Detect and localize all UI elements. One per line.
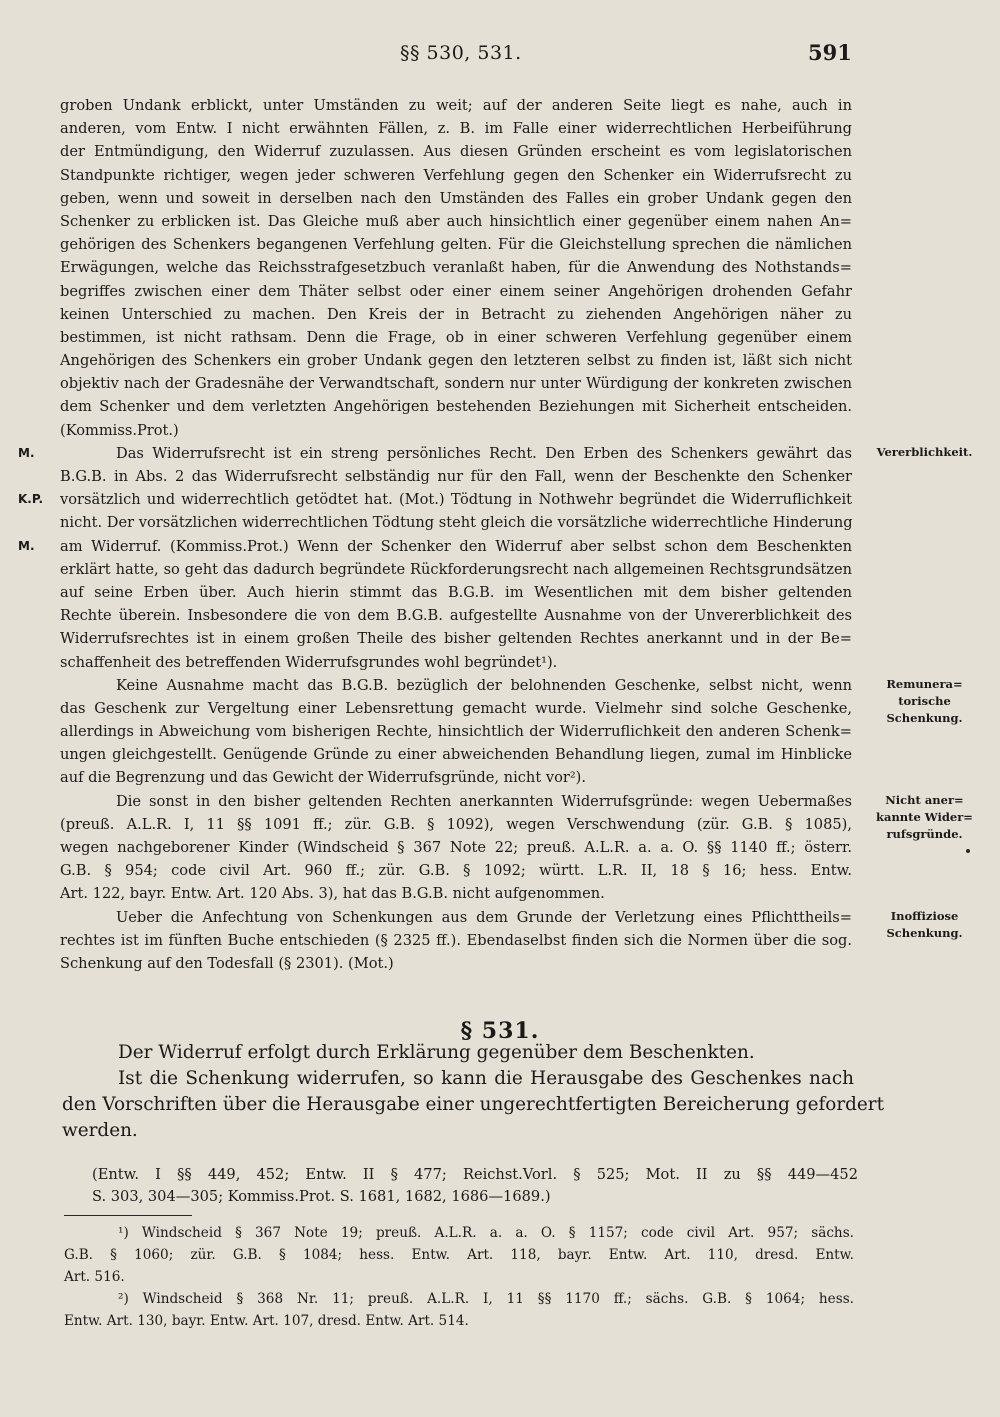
- text-line: Erwägungen, welche das Reichsstrafgesetzbuch veranlaßt haben, für die Anwendung des Nothstands=: [60, 259, 852, 277]
- statute-line: Ist die Schenkung widerrufen, so kann die Herausgabe des Geschenkes nach: [118, 1068, 854, 1089]
- text-line: rechtes ist im fünften Buche entschieden (§ 2325 ff.). Ebendaselbst finden sich die Normen über die sog.: [60, 931, 852, 949]
- footnote-line: ¹) Windscheid § 367 Note 19; preuß. A.L.R. a. a. O. § 1157; code civil Art. 957; sächs.: [118, 1225, 854, 1241]
- text-line: Schenkung auf den Todesfall (§ 2301). (Mot.): [60, 954, 394, 972]
- text-line: geben, wenn und soweit in derselben nach den Umständen des Falles ein grober Undank gegen den: [60, 189, 852, 207]
- statute-line: den Vorschriften über die Herausgabe einer ungerechtfertigten Bereicherung gefordert: [62, 1094, 884, 1115]
- margin-note-line: kannte Wider=: [876, 810, 973, 824]
- footnote-divider: [64, 1215, 192, 1216]
- text-line: Ueber die Anfechtung von Schenkungen aus dem Grunde der Verletzung eines Pflichttheils=: [116, 908, 852, 926]
- text-line: Art. 122, bayr. Entw. Art. 120 Abs. 3), hat das B.G.B. nicht aufgenommen.: [60, 885, 605, 903]
- text-line: bestimmen, ist nicht rathsam. Denn die Frage, ob in einer schweren Verfehlung gegenüber einem: [60, 328, 852, 346]
- margin-note-line: Schenkung.: [886, 926, 963, 940]
- section-heading: § 531.: [460, 1018, 540, 1044]
- text-line: (Kommiss.Prot.): [60, 421, 179, 439]
- footnote-line: G.B. § 1060; zür. G.B. § 1084; hess. Entw. Art. 118, bayr. Entw. Art. 110, dresd. Entw.: [64, 1247, 854, 1263]
- page-number: 591: [808, 40, 852, 65]
- margin-note: [862, 676, 987, 727]
- text-line: das Geschenk zur Vergeltung einer Lebensrettung gemacht wurde. Vielmehr sind solche Geschenke,: [60, 699, 852, 717]
- text-line: (preuß. A.L.R. I, 11 §§ 1091 ff.; zür. G.B. § 1092), wegen Verschwendung (zür. G.B. § 1085),: [60, 815, 852, 833]
- text-line: gehörigen des Schenkers begangenen Verfehlung gelten. Für die Gleichstellung sprechen die nämlichen: [60, 236, 852, 254]
- reference-line: S. 303, 304—305; Kommiss.Prot. S. 1681, 1682, 1686—1689.): [92, 1188, 551, 1205]
- text-line: Schenker zu erblicken ist. Das Gleiche muß aber auch hinsichtlich einer gegenüber einem nahen An=: [60, 212, 852, 230]
- text-line: keinen Unterschied zu machen. Den Kreis der in Betracht zu ziehenden Angehörigen näher zu: [60, 305, 852, 323]
- text-line: vorsätzlich und widerrechtlich getödtet hat. (Mot.) Tödtung in Nothwehr begründet die Widerruflichkeit: [60, 491, 852, 509]
- text-line: erklärt hatte, so geht das dadurch begründete Rückforderungsrecht nach allgemeinen Rechtsgrundsätzen: [60, 560, 852, 578]
- text-line: anderen, vom Entw. I nicht erwähnten Fällen, z. B. im Falle einer widerrechtlichen Herbeiführung: [60, 120, 852, 138]
- text-line: Rechte überein. Insbesondere die von dem B.G.B. aufgestellte Ausnahme von der Unvererblichkeit des: [60, 607, 852, 625]
- margin-note-line: Inoffiziose: [890, 909, 959, 923]
- running-header: §§ 530, 531.: [400, 42, 522, 64]
- text-line: am Widerruf. (Kommiss.Prot.) Wenn der Schenker den Widerruf aber selbst schon dem Beschenkten: [60, 537, 852, 555]
- text-line: wegen nachgeborener Kinder (Windscheid § 367 Note 22; preuß. A.L.R. a. a. O. §§ 1140 ff.; österr.: [60, 839, 852, 856]
- margin-note-line: Vererblichkeit.: [876, 445, 973, 459]
- text-line: Widerrufsrechtes ist in einem großen Theile des bisher geltenden Rechtes anerkannt und in der Be=: [60, 630, 852, 648]
- margin-note: [862, 908, 987, 942]
- statute-text: [62, 1040, 884, 1144]
- text-line: Die sonst in den bisher geltenden Rechten anerkannten Widerrufsgründe: wegen Uebermaßes: [116, 792, 852, 810]
- text-line: dem Schenker und dem verletzten Angehörigen bestehenden Beziehungen mit Sicherheit entscheiden.: [60, 398, 852, 416]
- statute-line: werden.: [62, 1120, 138, 1141]
- statute-references: [92, 1164, 858, 1208]
- text-line: der Entmündigung, den Widerruf zuzulassen. Aus diesen Gründen erscheint es vom legislatorischen: [60, 143, 852, 161]
- text-line: Angehörigen des Schenkers ein grober Undank gegen den letzteren selbst zu finden ist, läßt sich nicht: [60, 352, 852, 370]
- footnotes: [64, 1222, 854, 1332]
- commentary-text: [60, 94, 852, 975]
- source-marker: M.: [18, 446, 35, 460]
- text-line: Keine Ausnahme macht das B.G.B. bezüglich der belohnenden Geschenke, selbst nicht, wenn: [116, 676, 852, 694]
- source-marker: K.P.: [18, 492, 44, 507]
- margin-note: [862, 444, 987, 461]
- footnote-line: Art. 516.: [64, 1269, 125, 1285]
- margin-note: [862, 792, 987, 843]
- text-line: G.B. § 954; code civil Art. 960 ff.; zür. G.B. § 1092; württ. L.R. II, 18 § 16; hess. Entw.: [60, 862, 852, 880]
- text-line: nicht. Der vorsätzlichen widerrechtlichen Tödtung steht gleich die vorsätzliche widerrechtliche Hinderung: [60, 514, 853, 532]
- margin-note-line: Nicht aner=: [885, 793, 964, 807]
- text-line: schaffenheit des betreffenden Widerrufsgrundes wohl begründet¹).: [60, 653, 558, 671]
- footnote-line: Entw. Art. 130, bayr. Entw. Art. 107, dresd. Entw. Art. 514.: [64, 1313, 469, 1329]
- statute-line: Der Widerruf erfolgt durch Erklärung gegenüber dem Beschenkten.: [118, 1042, 755, 1063]
- text-line: B.G.B. in Abs. 2 das Widerrufsrecht selbständig nur für den Fall, wenn der Beschenkte den Schenker: [60, 468, 852, 485]
- text-line: Das Widerrufsrecht ist ein streng persönliches Recht. Den Erben des Schenkers gewährt das: [116, 444, 852, 462]
- reference-line: (Entw. I §§ 449, 452; Entw. II § 477; Reichst.Vorl. § 525; Mot. II zu §§ 449—452: [92, 1166, 858, 1183]
- text-line: begriffes zwischen einer dem Thäter selbst oder einer einem seiner Angehörigen drohenden Gefahr: [60, 282, 852, 300]
- footnote-line: ²) Windscheid § 368 Nr. 11; preuß. A.L.R. I, 11 §§ 1170 ff.; sächs. G.B. § 1064; hess.: [118, 1291, 854, 1307]
- text-line: objektiv nach der Gradesnähe der Verwandtschaft, sondern nur unter Würdigung der konkreten zwischen: [60, 375, 852, 393]
- ink-speck: [966, 849, 970, 853]
- margin-note-line: Schenkung.: [886, 711, 963, 725]
- text-line: allerdings in Abweichung vom bisherigen Rechte, hinsichtlich der Widerruflichkeit den anderen Schenk=: [60, 723, 852, 741]
- source-marker: M.: [18, 538, 35, 553]
- text-line: auf seine Erben über. Auch hierin stimmt das B.G.B. im Wesentlichen mit dem bisher geltenden: [60, 583, 852, 601]
- text-line: groben Undank erblickt, unter Umständen zu weit; auf der anderen Seite liegt es nahe, auch in: [60, 97, 852, 114]
- text-line: auf die Begrenzung und das Gewicht der Widerrufsgründe, nicht vor²).: [60, 769, 587, 787]
- margin-note-line: Remunera=: [886, 677, 963, 691]
- text-line: Standpunkte richtiger, wegen jeder schweren Verfehlung gegen den Schenker ein Widerrufsrecht zu: [60, 166, 852, 184]
- text-line: ungen gleichgestellt. Genügende Gründe zu einer abweichenden Behandlung liegen, zumal im Hinblicke: [60, 746, 852, 764]
- margin-note-line: rufsgründe.: [886, 827, 963, 841]
- margin-note-line: torische: [898, 694, 951, 708]
